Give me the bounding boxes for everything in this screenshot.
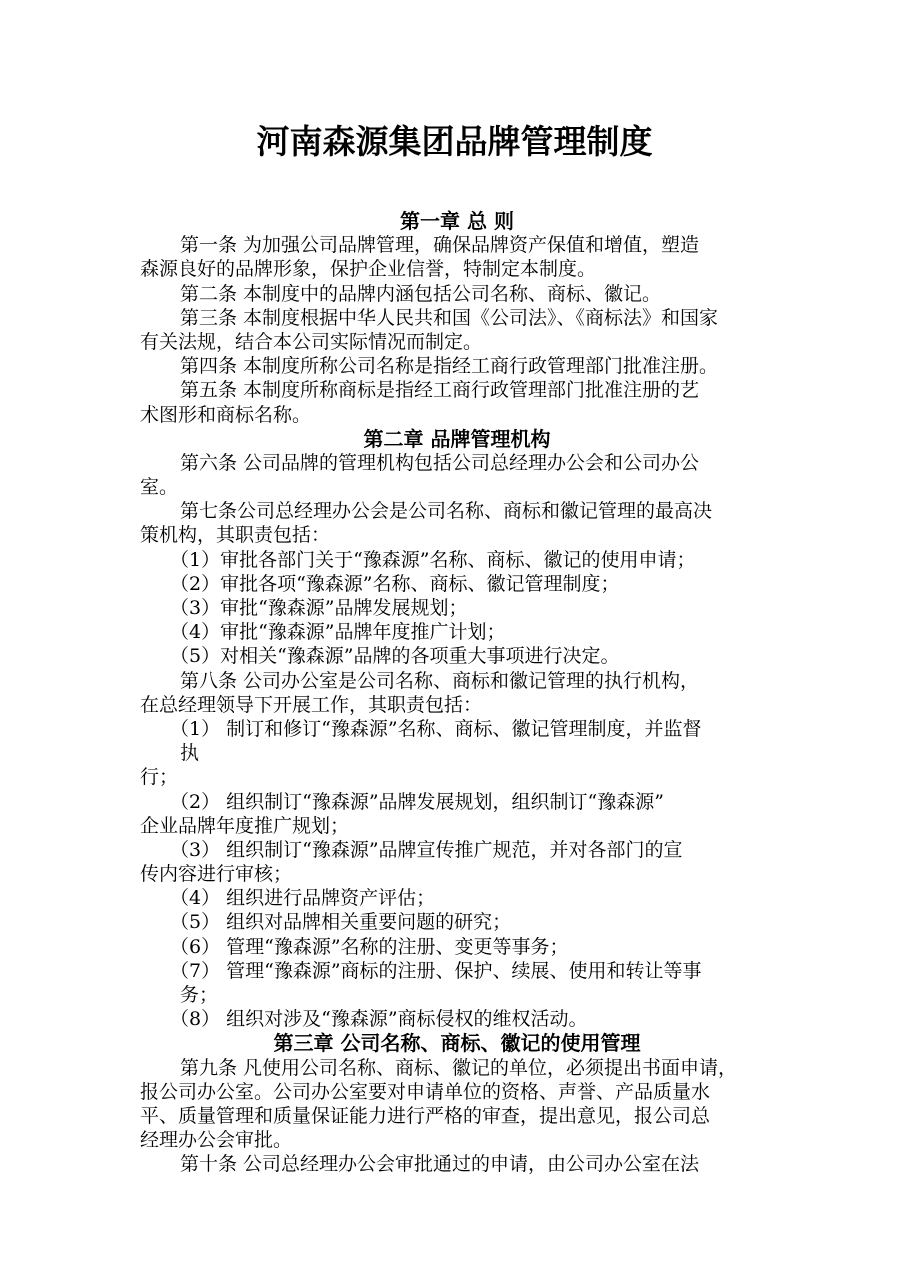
article-line: 第九条 凡使用公司名称、商标、徽记的单位，必须提出书面申请，: [180, 1056, 738, 1079]
list-item-continuation: 执: [180, 742, 200, 765]
list-item: （5） 组织对品牌相关重要问题的研究；: [170, 911, 512, 934]
list-item: （4） 组织进行品牌资产评估；: [170, 887, 436, 910]
paragraph-line: 企业品牌年度推广规划；: [140, 814, 350, 837]
paragraph-line: 策机构，其职责包括：: [140, 524, 331, 547]
chapter-heading: 第三章 公司名称、商标、徽记的使用管理: [273, 1031, 641, 1056]
paragraph-line: 报公司办公室。公司办公室要对申请单位的资格、声誉、产品质量水: [140, 1080, 711, 1103]
list-item: （5）对相关“豫森源”品牌的各项重大事项进行决定。: [170, 645, 620, 668]
document-body: [140, 209, 774, 1177]
paragraph-line: 经理办公会审批。: [140, 1129, 293, 1152]
paragraph-line: 传内容进行审核；: [140, 863, 293, 886]
article-line: 第七条公司总经理办公会是公司名称、商标和徽记管理的最高决: [180, 500, 713, 523]
article-line: 第五条 本制度所称商标是指经工商行政管理部门批准注册的艺: [180, 379, 700, 402]
article-line: 第八条 公司办公室是公司名称、商标和徽记管理的执行机构，: [180, 669, 700, 692]
list-item: （3）审批“豫森源”品牌发展规划；: [170, 597, 468, 619]
article-line: 第二条 本制度中的品牌内涵包括公司名称、商标、徽记。: [180, 282, 662, 305]
list-item: （6） 管理“豫森源”名称的注册、变更等事务；: [170, 935, 569, 958]
paragraph-line: 行；: [140, 766, 179, 789]
document-title: 河南森源集团品牌管理制度: [256, 122, 653, 161]
list-item: （1） 制订和修订“豫森源”名称、商标、徽记管理制度，并监督: [170, 717, 702, 740]
paragraph-line: 室。: [140, 476, 179, 499]
paragraph-line: 平、质量管理和质量保证能力进行严格的审查，提出意见，报公司总: [140, 1104, 711, 1127]
article-line: 第十条 公司总经理办公会审批通过的申请，由公司办公室在法: [180, 1153, 700, 1176]
list-item: （3） 组织制订“豫森源”品牌宣传推广规范，并对各部门的宣: [170, 838, 683, 861]
paragraph-line: 森源良好的品牌形象，保护企业信誉，特制定本制度。: [140, 258, 597, 281]
paragraph-line: 有关法规，结合本公司实际情况而制定。: [140, 330, 483, 353]
article-line: 第三条 本制度根据中华人民共和国《公司法》、《商标法》和国家: [180, 306, 719, 329]
article-line: 第六条 公司品牌的管理机构包括公司总经理办公会和公司办公: [180, 451, 700, 474]
chapter-heading: 第一章 总 则: [400, 209, 514, 233]
article-line: 第四条 本制度所称公司名称是指经工商行政管理部门批准注册。: [180, 355, 719, 378]
chapter-heading: 第二章 品牌管理机构: [363, 426, 551, 451]
list-item: （2）审批各项“豫森源”名称、商标、徽记管理制度；: [170, 572, 620, 595]
list-item: （7） 管理“豫森源”商标的注册、保护、续展、使用和转让等事: [170, 959, 702, 982]
paragraph-line: 在总经理领导下开展工作，其职责包括：: [140, 693, 483, 716]
list-item: （8） 组织对涉及“豫森源”商标侵权的维权活动。: [170, 1008, 588, 1031]
list-item: （1）审批各部门关于“豫森源”名称、商标、徽记的使用申请；: [170, 548, 696, 571]
article-line: 第一条 为加强公司品牌管理，确保品牌资产保值和增值，塑造: [180, 234, 700, 257]
paragraph-line: 术图形和商标名称。: [140, 403, 312, 426]
list-item-continuation: 务；: [180, 984, 219, 1006]
list-item: （2） 组织制订“豫森源”品牌发展规划，组织制订“豫森源”: [170, 790, 664, 813]
list-item: （4）审批“豫森源”品牌年度推广计划；: [170, 621, 506, 644]
